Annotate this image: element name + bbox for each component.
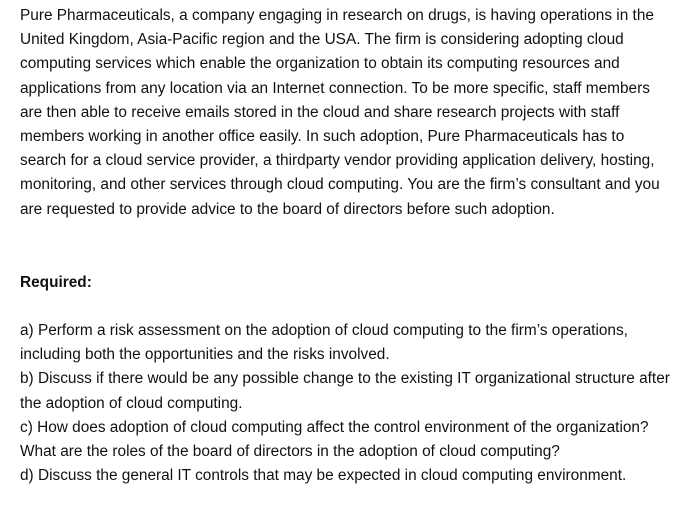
case-intro-paragraph: Pure Pharmaceuticals, a company engaging in research on drugs, is having operations in the United Kingdom, Asia-Pacific region and the USA. The firm is considering adopting cloud computing services which enable the organization to obtain its computing resources and applications from any location via an Internet connection. To be more specific, staff members are then able to receive emails stored in the cloud and share research projects with staff members working in another office easily. In such adoption, Pure Pharmaceuticals has to search for a cloud service provider, a thirdparty vendor providing application delivery, hosting, monitoring, and other services through cloud computing. You are the firm’s consultant and you are requested to provide advice to the board of directors before such adoption. [20, 7, 660, 218]
required-heading: Required: [20, 274, 92, 291]
question-d: d) Discuss the general IT controls that may be expected in cloud computing environment. [20, 467, 627, 485]
question-list [20, 319, 680, 488]
question-a: a) Perform a risk assessment on the adoption of cloud computing to the firm’s operations, including both the opportunities and the risks involved. [20, 322, 628, 364]
question-c: c) How does adoption of cloud computing affect the control environment of the organization? What are the roles of the board of directors in the adoption of cloud computing? [20, 418, 649, 461]
question-b: b) Discuss if there would be any possible change to the existing IT organizational structure after the adoption of cloud computing. [20, 370, 670, 412]
